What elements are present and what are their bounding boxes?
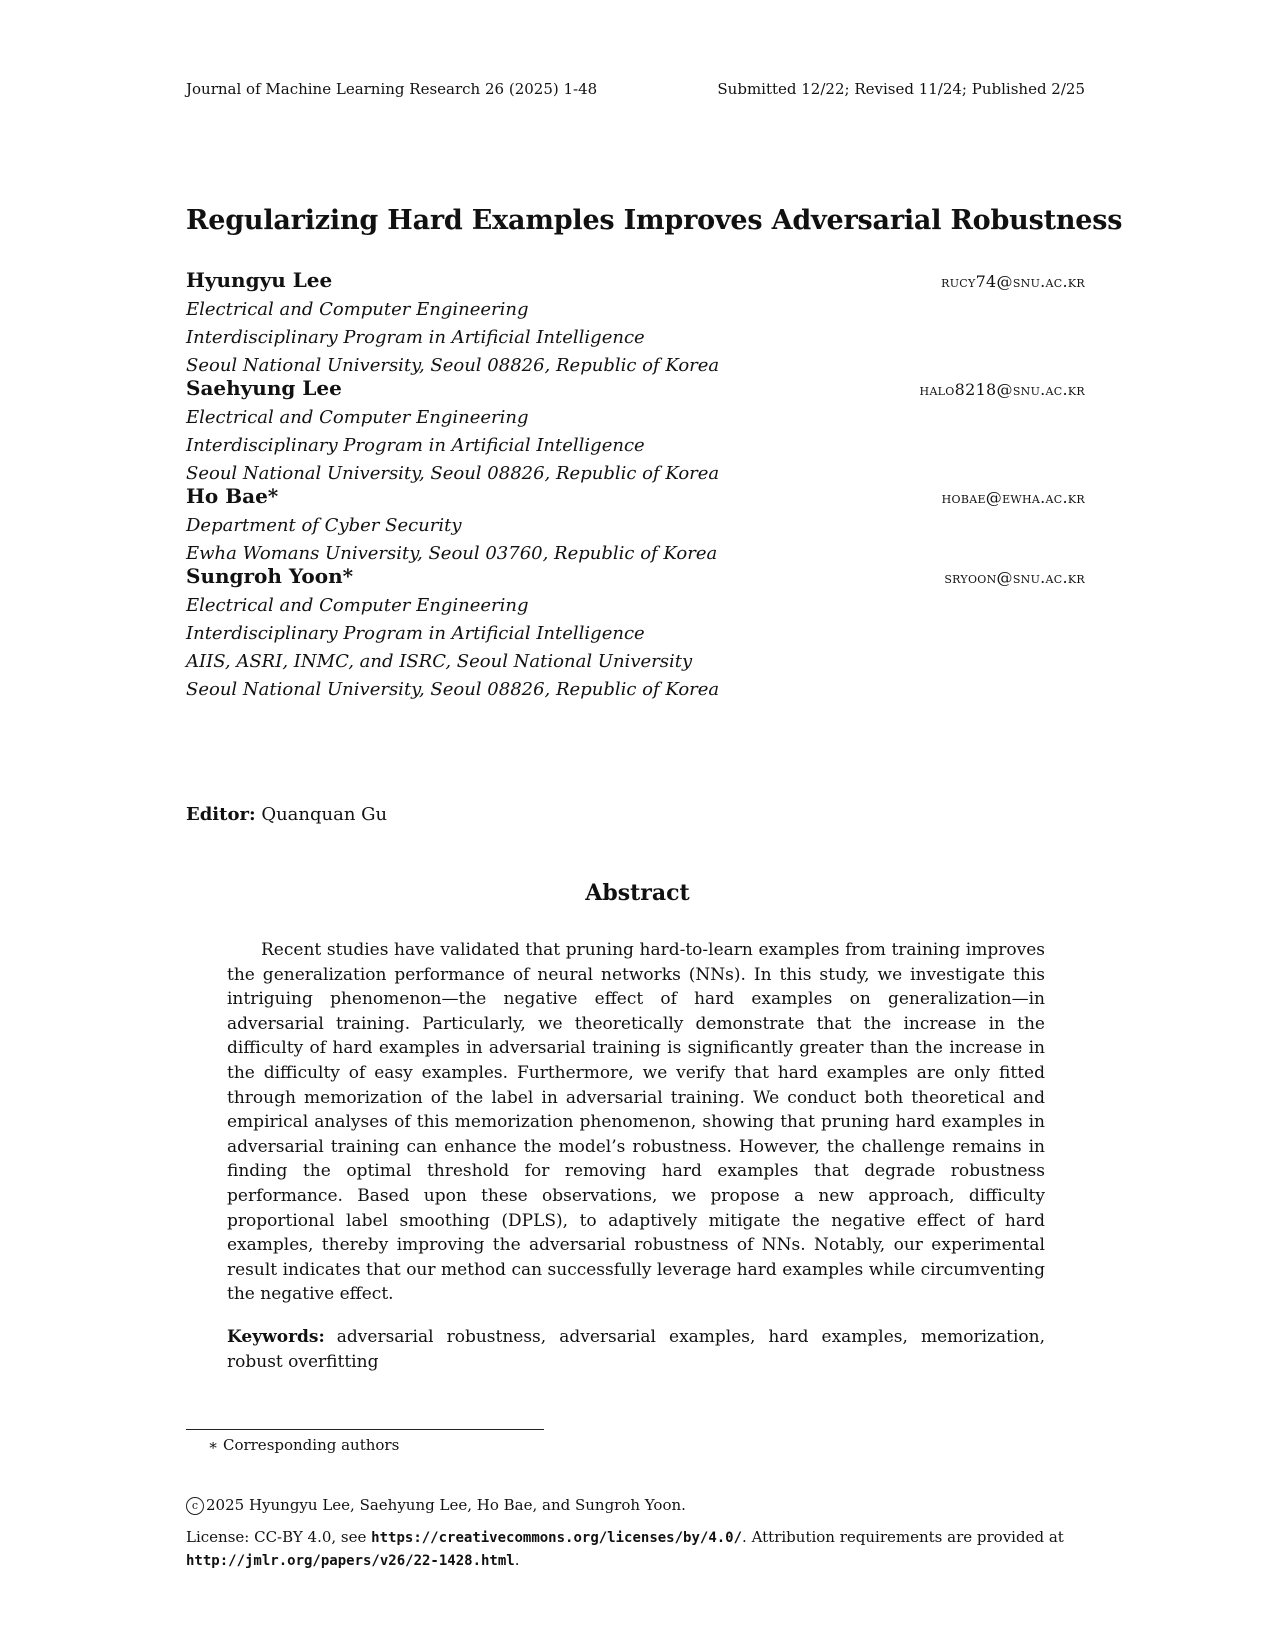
author-affiliation: Electrical and Computer Engineering — [186, 595, 529, 616]
license-text — [186, 1526, 1085, 1572]
author-affiliation: Ewha Womans University, Seoul 03760, Republic of Korea — [186, 543, 718, 564]
author-name-row — [186, 564, 1085, 592]
author-affiliation: AIIS, ASRI, INMC, and ISRC, Seoul National University — [186, 651, 693, 672]
author-affiliation: Seoul National University, Seoul 08826, Republic of Korea — [186, 355, 720, 376]
author-affiliation: Electrical and Computer Engineering — [186, 299, 529, 320]
author-block — [186, 268, 1085, 380]
editor-line — [186, 804, 387, 825]
footnote-rule — [186, 1429, 544, 1430]
author-affiliation: Electrical and Computer Engineering — [186, 407, 529, 428]
footnote: ∗ Corresponding authors — [208, 1436, 400, 1454]
copyright-icon: c — [186, 1497, 204, 1515]
abstract-heading: Abstract — [585, 880, 690, 906]
license-suffix: . — [514, 1551, 520, 1569]
keywords-text: adversarial robustness, adversarial examples, hard examples, memorization, robust overfitting — [227, 1327, 1045, 1372]
keywords-label: Keywords: — [227, 1327, 325, 1347]
author-name-row — [186, 484, 1085, 512]
paper-link[interactable]: http://jmlr.org/papers/v26/22-1428.html — [186, 1553, 515, 1569]
author-email: hobae@ewha.ac.kr — [941, 488, 1085, 507]
author-name-row — [186, 268, 1085, 296]
keywords — [227, 1325, 1045, 1374]
author-affiliation: Department of Cyber Security — [186, 515, 462, 536]
author-email: halo8218@snu.ac.kr — [919, 380, 1085, 399]
license-prefix: License: CC-BY 4.0, see — [186, 1528, 367, 1546]
author-email: rucy74@snu.ac.kr — [941, 272, 1085, 291]
copyright-line — [186, 1496, 686, 1515]
author-block — [186, 484, 1085, 568]
author-name: Sungroh Yoon* — [186, 564, 354, 588]
editor-label: Editor: — [186, 804, 256, 825]
copyright-text: 2025 Hyungyu Lee, Saehyung Lee, Ho Bae, and Sungroh Yoon. — [206, 1496, 686, 1514]
author-email: sryoon@snu.ac.kr — [944, 568, 1085, 587]
license-middle: . Attribution requirements are provided at — [742, 1528, 1064, 1546]
author-affiliation: Seoul National University, Seoul 08826, Republic of Korea — [186, 463, 720, 484]
editor-name: Quanquan Gu — [261, 804, 388, 825]
journal-header: Journal of Machine Learning Research 26 (2025) 1-48 — [186, 80, 598, 98]
paper-title: Regularizing Hard Examples Improves Adversarial Robustness — [186, 205, 1123, 236]
author-block — [186, 376, 1085, 488]
author-name: Saehyung Lee — [186, 376, 342, 400]
author-name: Ho Bae* — [186, 484, 279, 508]
author-block — [186, 564, 1085, 704]
author-affiliation: Interdisciplinary Program in Artificial Intelligence — [186, 327, 645, 348]
submission-dates: Submitted 12/22; Revised 11/24; Published 2/25 — [717, 80, 1085, 98]
author-affiliation: Seoul National University, Seoul 08826, Republic of Korea — [186, 679, 720, 700]
abstract-text: Recent studies have validated that pruning hard-to-learn examples from training improves the generalization performance of neural networks (NNs). In this study, we investigate this intriguing phenomenon—the negative effect of hard examples on generalization—in adversarial training. Particularly, we theoretically demonstrate that the increase in the difficulty of hard examples in adversarial training is significantly greater than the increase in the difficulty of easy examples. Furthermore, we verify that hard examples are only fitted through memorization of the label in adversarial training. We conduct both theoretical and empirical analyses of this memorization phenomenon, showing that pruning hard examples in adversarial training can enhance the model’s robustness. However, the challenge remains in finding the optimal threshold for removing hard examples that degrade robustness performance. Based upon these observations, we propose a new approach, difficulty proportional label smoothing (DPLS), to adaptively mitigate the negative effect of hard examples, thereby improving the adversarial robustness of NNs. Notably, our experimental result indicates that our method can successfully leverage hard examples while circumventing the negative effect. — [227, 940, 1045, 1305]
author-affiliation: Interdisciplinary Program in Artificial Intelligence — [186, 435, 645, 456]
author-name: Hyungyu Lee — [186, 268, 333, 292]
author-name-row — [186, 376, 1085, 404]
license-link[interactable]: https://creativecommons.org/licenses/by/4.0/ — [371, 1530, 743, 1546]
author-affiliation: Interdisciplinary Program in Artificial Intelligence — [186, 623, 645, 644]
